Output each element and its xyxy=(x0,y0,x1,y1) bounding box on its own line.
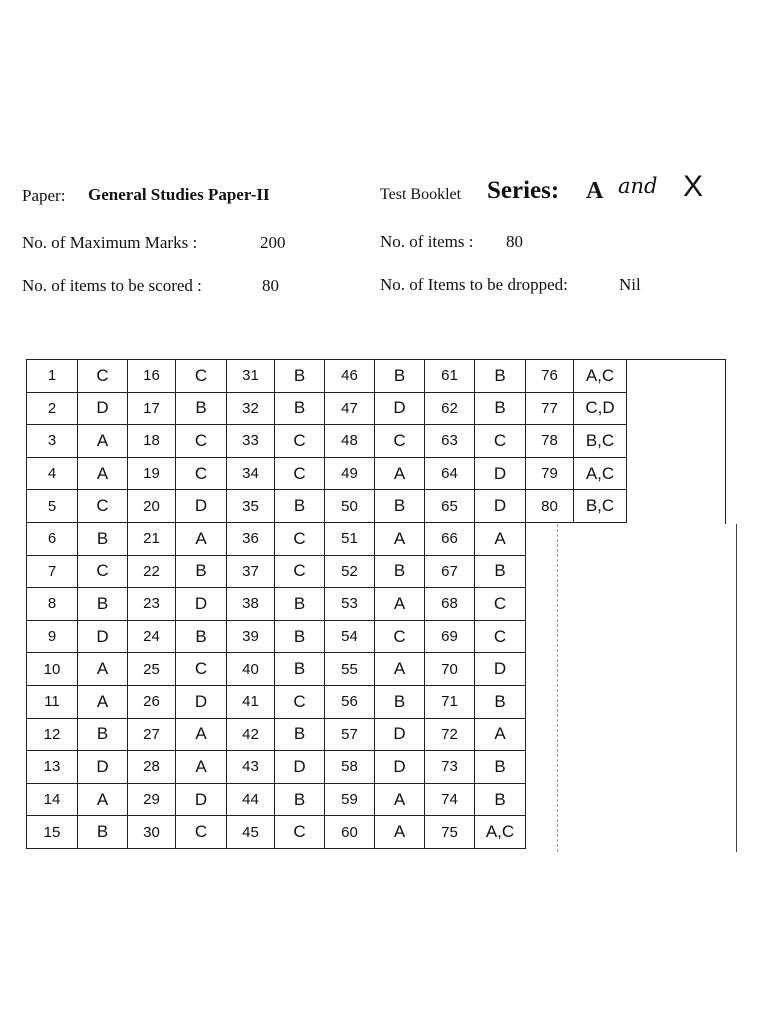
question-number: 22 xyxy=(127,555,176,589)
answer-cell: C xyxy=(175,424,227,458)
answer-cell: A xyxy=(474,718,526,752)
dropped-label: No. of Items to be dropped: xyxy=(380,275,568,294)
question-number: 70 xyxy=(424,652,475,686)
answer-cell: B,C xyxy=(573,489,627,523)
question-number: 72 xyxy=(424,718,475,752)
question-number: 13 xyxy=(26,750,78,784)
answer-cell: C xyxy=(374,424,425,458)
answer-cell: C xyxy=(474,424,526,458)
question-number: 63 xyxy=(424,424,475,458)
question-number: 38 xyxy=(226,587,275,621)
blank-box xyxy=(557,524,737,852)
answer-cell: B xyxy=(175,620,227,654)
answer-cell: C xyxy=(77,555,128,589)
max-marks-label: No. of Maximum Marks : xyxy=(22,233,198,252)
question-number: 20 xyxy=(127,489,176,523)
answer-cell: B xyxy=(374,685,425,719)
question-number: 51 xyxy=(324,522,375,556)
answer-cell: B xyxy=(474,555,526,589)
question-number: 48 xyxy=(324,424,375,458)
answer-cell: B xyxy=(274,620,325,654)
answer-cell: D xyxy=(77,620,128,654)
answer-cell: B xyxy=(274,587,325,621)
question-number: 44 xyxy=(226,783,275,817)
answer-cell: A xyxy=(374,652,425,686)
question-number: 36 xyxy=(226,522,275,556)
question-number: 45 xyxy=(226,815,275,849)
answer-cell: A xyxy=(474,522,526,556)
series-and: and xyxy=(618,174,658,198)
answer-cell: B xyxy=(77,718,128,752)
booklet-label: Test Booklet xyxy=(380,186,462,203)
answer-cell: B xyxy=(274,652,325,686)
question-number: 80 xyxy=(525,489,574,523)
answer-cell: B xyxy=(274,718,325,752)
answer-cell: A xyxy=(374,457,425,491)
question-number: 78 xyxy=(525,424,574,458)
answer-cell: B,C xyxy=(573,424,627,458)
answer-cell: B xyxy=(374,359,425,393)
question-number: 26 xyxy=(127,685,176,719)
max-marks-value: 200 xyxy=(260,233,286,252)
question-number: 33 xyxy=(226,424,275,458)
question-number: 14 xyxy=(26,783,78,817)
answer-cell: D xyxy=(77,392,128,426)
answer-cell: C xyxy=(175,457,227,491)
answer-cell: D xyxy=(175,685,227,719)
question-number: 42 xyxy=(226,718,275,752)
question-number: 79 xyxy=(525,457,574,491)
items-value: 80 xyxy=(506,232,523,251)
question-number: 69 xyxy=(424,620,475,654)
answer-cell: A xyxy=(175,522,227,556)
question-number: 32 xyxy=(226,392,275,426)
series-a: A xyxy=(586,178,604,204)
answer-cell: B xyxy=(175,555,227,589)
question-number: 6 xyxy=(26,522,78,556)
question-number: 49 xyxy=(324,457,375,491)
answer-cell: D xyxy=(474,652,526,686)
question-number: 41 xyxy=(226,685,275,719)
answer-cell: D xyxy=(374,718,425,752)
answer-cell: B xyxy=(175,392,227,426)
question-number: 64 xyxy=(424,457,475,491)
answer-cell: A xyxy=(374,783,425,817)
answer-cell: C xyxy=(77,489,128,523)
series-label: Series: xyxy=(487,177,560,204)
answer-cell: B xyxy=(474,783,526,817)
answer-cell: B xyxy=(77,522,128,556)
answer-cell: A xyxy=(77,457,128,491)
question-number: 18 xyxy=(127,424,176,458)
answer-cell: A xyxy=(374,522,425,556)
answer-cell: C xyxy=(274,457,325,491)
answer-cell: A xyxy=(374,587,425,621)
answer-cell: B xyxy=(77,815,128,849)
answer-cell: A xyxy=(77,685,128,719)
question-number: 66 xyxy=(424,522,475,556)
question-number: 40 xyxy=(226,652,275,686)
answer-cell: A,C xyxy=(573,457,627,491)
question-number: 10 xyxy=(26,652,78,686)
question-number: 17 xyxy=(127,392,176,426)
answer-cell: B xyxy=(274,489,325,523)
question-number: 76 xyxy=(525,359,574,393)
question-number: 73 xyxy=(424,750,475,784)
question-number: 37 xyxy=(226,555,275,589)
answer-cell: B xyxy=(374,489,425,523)
answer-cell: D xyxy=(474,489,526,523)
answer-cell: B xyxy=(474,359,526,393)
question-number: 5 xyxy=(26,489,78,523)
question-number: 77 xyxy=(525,392,574,426)
answer-cell: C xyxy=(274,424,325,458)
question-number: 52 xyxy=(324,555,375,589)
answer-cell: C,D xyxy=(573,392,627,426)
answer-cell: C xyxy=(175,359,227,393)
table-frame-right xyxy=(626,359,726,524)
answer-cell: A xyxy=(175,718,227,752)
question-number: 75 xyxy=(424,815,475,849)
question-number: 62 xyxy=(424,392,475,426)
question-number: 68 xyxy=(424,587,475,621)
question-number: 9 xyxy=(26,620,78,654)
scored-value: 80 xyxy=(262,276,279,295)
answer-cell: C xyxy=(274,685,325,719)
question-number: 29 xyxy=(127,783,176,817)
question-number: 58 xyxy=(324,750,375,784)
answer-cell: B xyxy=(274,783,325,817)
answer-cell: A,C xyxy=(573,359,627,393)
question-number: 67 xyxy=(424,555,475,589)
question-number: 7 xyxy=(26,555,78,589)
answer-cell: B xyxy=(474,685,526,719)
question-number: 30 xyxy=(127,815,176,849)
question-number: 53 xyxy=(324,587,375,621)
question-number: 55 xyxy=(324,652,375,686)
question-number: 50 xyxy=(324,489,375,523)
answer-cell: C xyxy=(175,652,227,686)
question-number: 65 xyxy=(424,489,475,523)
paper-title: General Studies Paper-II xyxy=(88,185,270,204)
question-number: 21 xyxy=(127,522,176,556)
answer-cell: B xyxy=(474,392,526,426)
answer-cell: D xyxy=(77,750,128,784)
scored-label: No. of items to be scored : xyxy=(22,276,202,295)
answer-cell: B xyxy=(274,392,325,426)
question-number: 19 xyxy=(127,457,176,491)
answer-cell: C xyxy=(374,620,425,654)
answer-cell: B xyxy=(474,750,526,784)
answer-cell: A,C xyxy=(474,815,526,849)
paper-label: Paper: xyxy=(22,186,66,205)
answer-cell: D xyxy=(175,783,227,817)
answer-cell: D xyxy=(175,587,227,621)
question-number: 16 xyxy=(127,359,176,393)
answer-cell: C xyxy=(274,522,325,556)
answer-cell: A xyxy=(175,750,227,784)
answer-cell: B xyxy=(374,555,425,589)
items-label: No. of items : xyxy=(380,232,474,251)
answer-cell: B xyxy=(77,587,128,621)
question-number: 12 xyxy=(26,718,78,752)
question-number: 24 xyxy=(127,620,176,654)
question-number: 15 xyxy=(26,815,78,849)
question-number: 74 xyxy=(424,783,475,817)
series-x: X xyxy=(683,170,704,203)
dropped-value: Nil xyxy=(619,275,641,294)
question-number: 57 xyxy=(324,718,375,752)
question-number: 56 xyxy=(324,685,375,719)
question-number: 27 xyxy=(127,718,176,752)
answer-cell: C xyxy=(274,815,325,849)
answer-cell: D xyxy=(175,489,227,523)
question-number: 3 xyxy=(26,424,78,458)
answer-cell: A xyxy=(77,652,128,686)
answer-cell: C xyxy=(77,359,128,393)
answer-cell: C xyxy=(175,815,227,849)
question-number: 60 xyxy=(324,815,375,849)
question-number: 25 xyxy=(127,652,176,686)
answer-cell: C xyxy=(274,555,325,589)
question-number: 59 xyxy=(324,783,375,817)
answer-cell: A xyxy=(77,424,128,458)
question-number: 11 xyxy=(26,685,78,719)
question-number: 8 xyxy=(26,587,78,621)
answer-cell: D xyxy=(374,392,425,426)
question-number: 1 xyxy=(26,359,78,393)
question-number: 61 xyxy=(424,359,475,393)
question-number: 34 xyxy=(226,457,275,491)
answer-cell: D xyxy=(474,457,526,491)
question-number: 43 xyxy=(226,750,275,784)
question-number: 46 xyxy=(324,359,375,393)
question-number: 4 xyxy=(26,457,78,491)
answer-cell: B xyxy=(274,359,325,393)
answer-cell: A xyxy=(374,815,425,849)
question-number: 35 xyxy=(226,489,275,523)
question-number: 28 xyxy=(127,750,176,784)
answer-cell: D xyxy=(374,750,425,784)
question-number: 54 xyxy=(324,620,375,654)
question-number: 47 xyxy=(324,392,375,426)
question-number: 39 xyxy=(226,620,275,654)
answer-cell: D xyxy=(274,750,325,784)
question-number: 31 xyxy=(226,359,275,393)
question-number: 71 xyxy=(424,685,475,719)
answer-cell: C xyxy=(474,587,526,621)
answer-cell: A xyxy=(77,783,128,817)
answer-cell: C xyxy=(474,620,526,654)
question-number: 23 xyxy=(127,587,176,621)
question-number: 2 xyxy=(26,392,78,426)
